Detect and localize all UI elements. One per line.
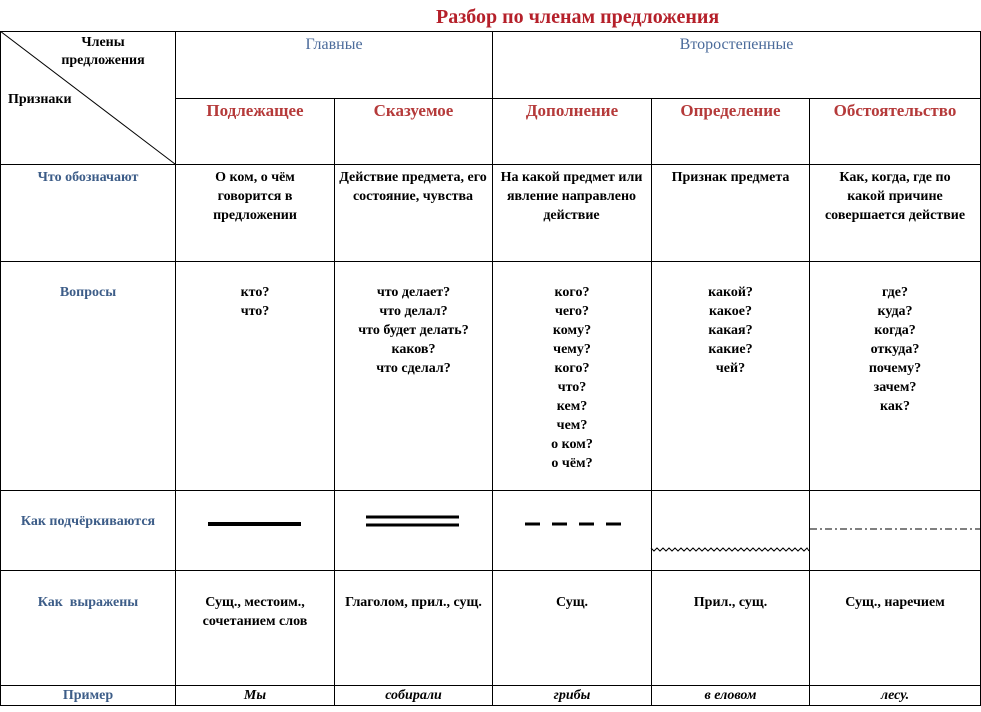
wavy-underline: [651, 548, 809, 551]
question-item: кто?: [240, 285, 270, 300]
question-item: кого?: [554, 361, 590, 376]
example-predicate: собирали: [385, 688, 442, 703]
example-object: грибы: [553, 688, 591, 703]
corner-features-label: Признаки: [8, 92, 72, 107]
meaning-object: На какой предмет или явление направлено действие: [500, 170, 643, 223]
grid-line: [0, 261, 981, 262]
meaning-subject: О ком, о чём говорится в предложении: [213, 170, 297, 223]
question-item: кем?: [556, 399, 588, 414]
question-item: что сделал?: [376, 361, 451, 376]
question-item: какая?: [708, 323, 753, 338]
column-header-object: Дополнение: [525, 101, 619, 120]
question-item: что?: [240, 304, 270, 319]
underline-samples: [176, 491, 981, 570]
question-item: как?: [880, 399, 910, 414]
meaning-adverbial: Как, когда, где по какой причине совершается действие: [824, 170, 966, 223]
expressed-object: Сущ.: [555, 595, 589, 610]
question-item: о ком?: [551, 437, 593, 452]
question-item: куда?: [877, 304, 913, 319]
question-item: чем?: [556, 418, 588, 433]
question-item: чего?: [554, 304, 590, 319]
question-item: какой?: [708, 285, 753, 300]
question-item: кому?: [552, 323, 592, 338]
meaning-predicate: Действие предмета, его состояние, чувства: [339, 170, 487, 204]
expressed-attribute: Прил., сущ.: [693, 595, 768, 610]
question-item: что делал?: [379, 304, 448, 319]
questions-attribute: [652, 283, 809, 378]
expressed-adverbial: Сущ., наречием: [845, 595, 945, 610]
column-header-adverbial: Обстоятельство: [833, 101, 957, 120]
example-subject: Мы: [243, 688, 267, 703]
expressed-predicate: Глаголом, прил., сущ.: [345, 595, 482, 610]
grid-line: [0, 685, 981, 686]
questions-predicate: [335, 283, 492, 378]
grid-line: [334, 98, 335, 706]
row-label-example: Пример: [62, 688, 114, 703]
question-item: откуда?: [870, 342, 920, 357]
questions-adverbial: [810, 283, 980, 416]
question-item: что?: [557, 380, 587, 395]
meaning-attribute: Признак предмета: [671, 170, 790, 185]
question-item: когда?: [874, 323, 916, 338]
questions-subject: [176, 283, 334, 321]
questions-object: [493, 283, 651, 473]
group-main-header: Главные: [305, 36, 363, 53]
page-title: Разбор по членам предложения: [436, 6, 720, 28]
question-item: кого?: [554, 285, 590, 300]
grid-line: [175, 98, 981, 99]
question-item: чей?: [715, 361, 746, 376]
column-header-attribute: Определение: [680, 101, 781, 120]
example-attribute: в еловом: [704, 688, 757, 703]
question-item: где?: [882, 285, 908, 300]
row-label-meaning: Что обозначают: [37, 170, 139, 185]
question-item: что делает?: [376, 285, 451, 300]
grid-line: [0, 705, 981, 706]
row-label-questions: Вопросы: [59, 285, 117, 300]
row-label-expressed: Как выражены: [37, 595, 139, 610]
question-item: какое?: [709, 304, 752, 319]
column-header-subject: Подлежащее: [206, 101, 304, 120]
question-item: какие?: [708, 342, 753, 357]
question-item: чему?: [553, 342, 591, 357]
example-adverbial: лесу.: [880, 688, 910, 703]
grid-line: [651, 98, 652, 706]
question-item: о чём?: [551, 456, 593, 471]
corner-members-label: Члены предложения: [61, 35, 145, 68]
double-underline: [366, 517, 459, 525]
grid-line: [0, 570, 981, 571]
question-item: каков?: [391, 342, 436, 357]
row-label-underline: Как подчёркиваются: [20, 514, 156, 529]
question-item: что будет делать?: [358, 323, 469, 338]
group-secondary-header: Второстепенные: [679, 36, 794, 53]
question-item: почему?: [868, 361, 922, 376]
column-header-predicate: Сказуемое: [373, 101, 454, 120]
question-item: зачем?: [873, 380, 917, 395]
expressed-subject: Сущ., местоим., сочетанием слов: [202, 595, 308, 629]
